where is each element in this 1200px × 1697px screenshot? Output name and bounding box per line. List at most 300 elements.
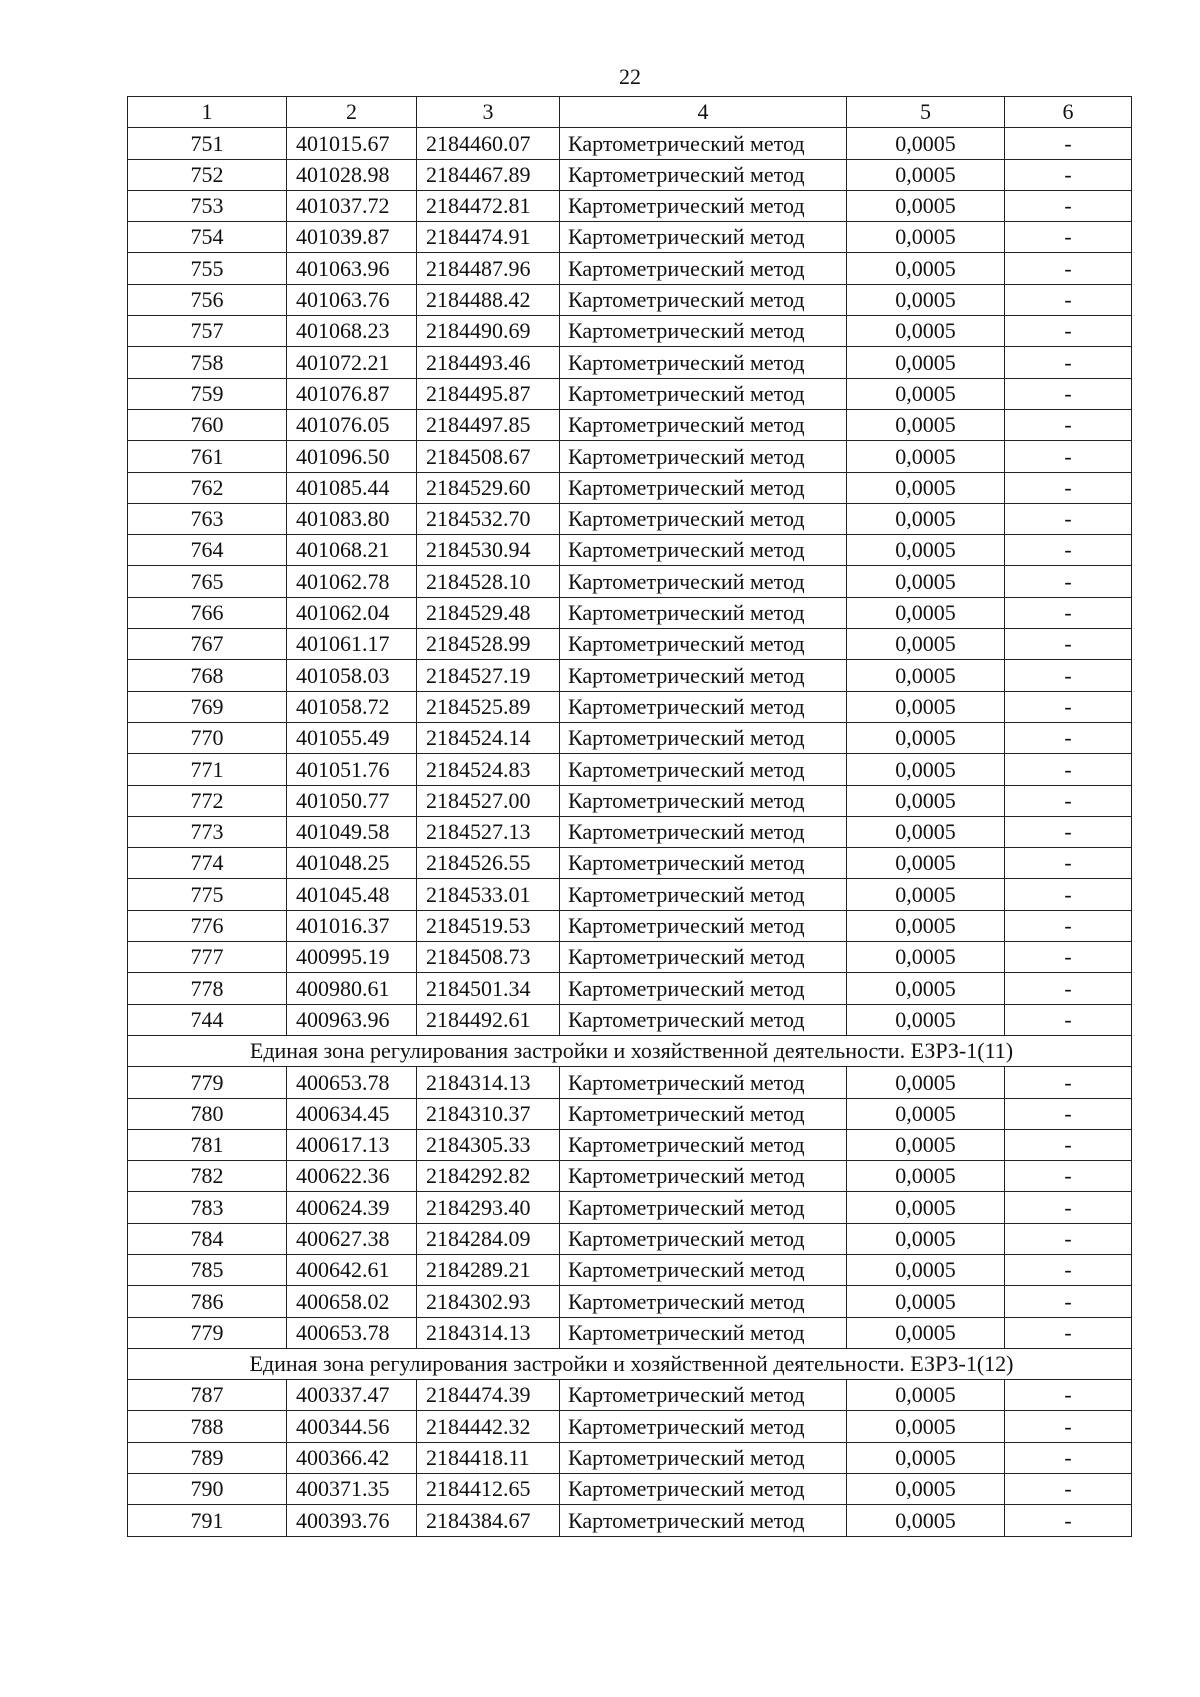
table-row <box>128 597 1132 628</box>
accuracy-cell: 0,0005 <box>847 942 1005 973</box>
x-coordinate-cell: 401063.76 <box>287 284 417 315</box>
x-coordinate-cell: 401039.87 <box>287 222 417 253</box>
method-cell: Картометрический метод <box>560 1317 847 1348</box>
table-row <box>128 128 1132 159</box>
description-cell: - <box>1005 691 1132 722</box>
x-coordinate-cell: 400393.76 <box>287 1505 417 1536</box>
x-coordinate-cell: 401085.44 <box>287 472 417 503</box>
x-coordinate-cell: 400963.96 <box>287 1004 417 1035</box>
description-cell: - <box>1005 1442 1132 1473</box>
description-cell: - <box>1005 1286 1132 1317</box>
y-coordinate-cell: 2184526.55 <box>417 848 560 879</box>
accuracy-cell: 0,0005 <box>847 190 1005 221</box>
description-cell: - <box>1005 1192 1132 1223</box>
method-cell: Картометрический метод <box>560 159 847 190</box>
x-coordinate-cell: 401037.72 <box>287 190 417 221</box>
x-coordinate-cell: 401072.21 <box>287 347 417 378</box>
point-number-cell: 762 <box>128 472 287 503</box>
y-coordinate-cell: 2184501.34 <box>417 973 560 1004</box>
accuracy-cell: 0,0005 <box>847 629 1005 660</box>
y-coordinate-cell: 2184474.39 <box>417 1380 560 1411</box>
y-coordinate-cell: 2184474.91 <box>417 222 560 253</box>
description-cell: - <box>1005 816 1132 847</box>
x-coordinate-cell: 401062.04 <box>287 597 417 628</box>
description-cell: - <box>1005 1505 1132 1536</box>
point-number-cell: 788 <box>128 1411 287 1442</box>
description-cell: - <box>1005 128 1132 159</box>
y-coordinate-cell: 2184530.94 <box>417 535 560 566</box>
method-cell: Картометрический метод <box>560 1442 847 1473</box>
method-cell: Картометрический метод <box>560 472 847 503</box>
method-cell: Картометрический метод <box>560 1505 847 1536</box>
table-row <box>128 1223 1132 1254</box>
point-number-cell: 776 <box>128 910 287 941</box>
description-cell: - <box>1005 1161 1132 1192</box>
point-number-cell: 765 <box>128 566 287 597</box>
description-cell: - <box>1005 409 1132 440</box>
table-row <box>128 472 1132 503</box>
y-coordinate-cell: 2184532.70 <box>417 503 560 534</box>
point-number-cell: 758 <box>128 347 287 378</box>
description-cell: - <box>1005 284 1132 315</box>
table-body <box>128 128 1132 1536</box>
column-header-accuracy: 5 <box>847 97 1005 128</box>
accuracy-cell: 0,0005 <box>847 409 1005 440</box>
description-cell: - <box>1005 629 1132 660</box>
y-coordinate-cell: 2184533.01 <box>417 879 560 910</box>
table-row <box>128 347 1132 378</box>
x-coordinate-cell: 401050.77 <box>287 785 417 816</box>
method-cell: Картометрический метод <box>560 1254 847 1285</box>
page-number: 22 <box>619 64 641 89</box>
method-cell: Картометрический метод <box>560 316 847 347</box>
table-row <box>128 378 1132 409</box>
accuracy-cell: 0,0005 <box>847 1254 1005 1285</box>
table-row <box>128 1098 1132 1129</box>
point-number-cell: 755 <box>128 253 287 284</box>
point-number-cell: 771 <box>128 754 287 785</box>
x-coordinate-cell: 401096.50 <box>287 441 417 472</box>
accuracy-cell: 0,0005 <box>847 973 1005 1004</box>
point-number-cell: 770 <box>128 722 287 753</box>
y-coordinate-cell: 2184527.13 <box>417 816 560 847</box>
accuracy-cell: 0,0005 <box>847 1004 1005 1035</box>
accuracy-cell: 0,0005 <box>847 1442 1005 1473</box>
x-coordinate-cell: 400653.78 <box>287 1317 417 1348</box>
point-number-cell: 780 <box>128 1098 287 1129</box>
accuracy-cell: 0,0005 <box>847 754 1005 785</box>
description-cell: - <box>1005 441 1132 472</box>
table-row <box>128 1474 1132 1505</box>
x-coordinate-cell: 401063.96 <box>287 253 417 284</box>
description-cell: - <box>1005 1317 1132 1348</box>
accuracy-cell: 0,0005 <box>847 1286 1005 1317</box>
accuracy-cell: 0,0005 <box>847 503 1005 534</box>
table-row <box>128 284 1132 315</box>
x-coordinate-cell: 400624.39 <box>287 1192 417 1223</box>
table-row <box>128 942 1132 973</box>
point-number-cell: 756 <box>128 284 287 315</box>
description-cell: - <box>1005 1129 1132 1160</box>
method-cell: Картометрический метод <box>560 848 847 879</box>
y-coordinate-cell: 2184490.69 <box>417 316 560 347</box>
description-cell: - <box>1005 1098 1132 1129</box>
description-cell: - <box>1005 190 1132 221</box>
accuracy-cell: 0,0005 <box>847 566 1005 597</box>
method-cell: Картометрический метод <box>560 1192 847 1223</box>
description-cell: - <box>1005 535 1132 566</box>
method-cell: Картометрический метод <box>560 754 847 785</box>
x-coordinate-cell: 401058.72 <box>287 691 417 722</box>
point-number-cell: 774 <box>128 848 287 879</box>
table-row <box>128 316 1132 347</box>
x-coordinate-cell: 400622.36 <box>287 1161 417 1192</box>
method-cell: Картометрический метод <box>560 284 847 315</box>
accuracy-cell: 0,0005 <box>847 1505 1005 1536</box>
method-cell: Картометрический метод <box>560 1286 847 1317</box>
point-number-cell: 760 <box>128 409 287 440</box>
table-row <box>128 879 1132 910</box>
table-row <box>128 1161 1132 1192</box>
description-cell: - <box>1005 848 1132 879</box>
method-cell: Картометрический метод <box>560 409 847 440</box>
table-row <box>128 441 1132 472</box>
method-cell: Картометрический метод <box>560 660 847 691</box>
point-number-cell: 769 <box>128 691 287 722</box>
x-coordinate-cell: 400653.78 <box>287 1067 417 1098</box>
point-number-cell: 744 <box>128 1004 287 1035</box>
table-header <box>128 97 1132 128</box>
description-cell: - <box>1005 754 1132 785</box>
accuracy-cell: 0,0005 <box>847 284 1005 315</box>
table-row <box>128 535 1132 566</box>
description-cell: - <box>1005 566 1132 597</box>
y-coordinate-cell: 2184418.11 <box>417 1442 560 1473</box>
y-coordinate-cell: 2184524.83 <box>417 754 560 785</box>
table-row <box>128 785 1132 816</box>
x-coordinate-cell: 400617.13 <box>287 1129 417 1160</box>
x-coordinate-cell: 401045.48 <box>287 879 417 910</box>
y-coordinate-cell: 2184524.14 <box>417 722 560 753</box>
table-row <box>128 1317 1132 1348</box>
method-cell: Картометрический метод <box>560 722 847 753</box>
y-coordinate-cell: 2184488.42 <box>417 284 560 315</box>
accuracy-cell: 0,0005 <box>847 535 1005 566</box>
y-coordinate-cell: 2184467.89 <box>417 159 560 190</box>
method-cell: Картометрический метод <box>560 597 847 628</box>
y-coordinate-cell: 2184527.00 <box>417 785 560 816</box>
accuracy-cell: 0,0005 <box>847 1474 1005 1505</box>
description-cell: - <box>1005 942 1132 973</box>
y-coordinate-cell: 2184292.82 <box>417 1161 560 1192</box>
x-coordinate-cell: 400366.42 <box>287 1442 417 1473</box>
y-coordinate-cell: 2184528.10 <box>417 566 560 597</box>
description-cell: - <box>1005 1254 1132 1285</box>
description-cell: - <box>1005 910 1132 941</box>
column-header-method: 4 <box>560 97 847 128</box>
point-number-cell: 757 <box>128 316 287 347</box>
y-coordinate-cell: 2184508.67 <box>417 441 560 472</box>
method-cell: Картометрический метод <box>560 1380 847 1411</box>
accuracy-cell: 0,0005 <box>847 441 1005 472</box>
table-row <box>128 691 1132 722</box>
x-coordinate-cell: 400642.61 <box>287 1254 417 1285</box>
accuracy-cell: 0,0005 <box>847 660 1005 691</box>
y-coordinate-cell: 2184497.85 <box>417 409 560 440</box>
point-number-cell: 787 <box>128 1380 287 1411</box>
y-coordinate-cell: 2184525.89 <box>417 691 560 722</box>
method-cell: Картометрический метод <box>560 879 847 910</box>
column-header-y: 3 <box>417 97 560 128</box>
x-coordinate-cell: 401068.21 <box>287 535 417 566</box>
method-cell: Картометрический метод <box>560 1004 847 1035</box>
method-cell: Картометрический метод <box>560 973 847 1004</box>
y-coordinate-cell: 2184412.65 <box>417 1474 560 1505</box>
point-number-cell: 761 <box>128 441 287 472</box>
point-number-cell: 767 <box>128 629 287 660</box>
section-title: Единая зона регулирования застройки и хозяйственной деятельности. ЕЗРЗ-1(11) <box>128 1035 1132 1066</box>
method-cell: Картометрический метод <box>560 816 847 847</box>
accuracy-cell: 0,0005 <box>847 222 1005 253</box>
x-coordinate-cell: 400658.02 <box>287 1286 417 1317</box>
section-title-row <box>128 1035 1132 1066</box>
method-cell: Картометрический метод <box>560 942 847 973</box>
description-cell: - <box>1005 378 1132 409</box>
description-cell: - <box>1005 1474 1132 1505</box>
point-number-cell: 790 <box>128 1474 287 1505</box>
table-row <box>128 222 1132 253</box>
point-number-cell: 784 <box>128 1223 287 1254</box>
point-number-cell: 768 <box>128 660 287 691</box>
y-coordinate-cell: 2184519.53 <box>417 910 560 941</box>
point-number-cell: 777 <box>128 942 287 973</box>
method-cell: Картометрический метод <box>560 1067 847 1098</box>
x-coordinate-cell: 401055.49 <box>287 722 417 753</box>
point-number-cell: 783 <box>128 1192 287 1223</box>
accuracy-cell: 0,0005 <box>847 1223 1005 1254</box>
column-header-point-number: 1 <box>128 97 287 128</box>
accuracy-cell: 0,0005 <box>847 1067 1005 1098</box>
table-row <box>128 190 1132 221</box>
method-cell: Картометрический метод <box>560 566 847 597</box>
y-coordinate-cell: 2184442.32 <box>417 1411 560 1442</box>
y-coordinate-cell: 2184493.46 <box>417 347 560 378</box>
x-coordinate-cell: 401068.23 <box>287 316 417 347</box>
table-row <box>128 660 1132 691</box>
accuracy-cell: 0,0005 <box>847 1129 1005 1160</box>
method-cell: Картометрический метод <box>560 222 847 253</box>
y-coordinate-cell: 2184529.48 <box>417 597 560 628</box>
accuracy-cell: 0,0005 <box>847 691 1005 722</box>
table-row <box>128 1129 1132 1160</box>
point-number-cell: 782 <box>128 1161 287 1192</box>
table-row <box>128 159 1132 190</box>
table-row <box>128 754 1132 785</box>
point-number-cell: 763 <box>128 503 287 534</box>
accuracy-cell: 0,0005 <box>847 472 1005 503</box>
table-row <box>128 1505 1132 1536</box>
accuracy-cell: 0,0005 <box>847 848 1005 879</box>
y-coordinate-cell: 2184529.60 <box>417 472 560 503</box>
point-number-cell: 754 <box>128 222 287 253</box>
accuracy-cell: 0,0005 <box>847 722 1005 753</box>
accuracy-cell: 0,0005 <box>847 1380 1005 1411</box>
x-coordinate-cell: 400634.45 <box>287 1098 417 1129</box>
method-cell: Картометрический метод <box>560 1161 847 1192</box>
method-cell: Картометрический метод <box>560 378 847 409</box>
accuracy-cell: 0,0005 <box>847 816 1005 847</box>
method-cell: Картометрический метод <box>560 785 847 816</box>
y-coordinate-cell: 2184289.21 <box>417 1254 560 1285</box>
method-cell: Картометрический метод <box>560 535 847 566</box>
table-row <box>128 848 1132 879</box>
description-cell: - <box>1005 1411 1132 1442</box>
table-row <box>128 409 1132 440</box>
point-number-cell: 779 <box>128 1067 287 1098</box>
description-cell: - <box>1005 503 1132 534</box>
x-coordinate-cell: 401076.87 <box>287 378 417 409</box>
table-row <box>128 629 1132 660</box>
method-cell: Картометрический метод <box>560 1129 847 1160</box>
coordinates-table <box>127 96 1132 1537</box>
column-header-description: 6 <box>1005 97 1132 128</box>
x-coordinate-cell: 401062.78 <box>287 566 417 597</box>
table-row <box>128 1004 1132 1035</box>
y-coordinate-cell: 2184310.37 <box>417 1098 560 1129</box>
accuracy-cell: 0,0005 <box>847 316 1005 347</box>
table-row <box>128 1067 1132 1098</box>
x-coordinate-cell: 400337.47 <box>287 1380 417 1411</box>
point-number-cell: 751 <box>128 128 287 159</box>
description-cell: - <box>1005 347 1132 378</box>
method-cell: Картометрический метод <box>560 629 847 660</box>
table-row <box>128 722 1132 753</box>
header-row <box>128 97 1132 128</box>
x-coordinate-cell: 400627.38 <box>287 1223 417 1254</box>
y-coordinate-cell: 2184284.09 <box>417 1223 560 1254</box>
description-cell: - <box>1005 660 1132 691</box>
description-cell: - <box>1005 785 1132 816</box>
point-number-cell: 789 <box>128 1442 287 1473</box>
point-number-cell: 785 <box>128 1254 287 1285</box>
x-coordinate-cell: 400980.61 <box>287 973 417 1004</box>
method-cell: Картометрический метод <box>560 1474 847 1505</box>
y-coordinate-cell: 2184492.61 <box>417 1004 560 1035</box>
y-coordinate-cell: 2184472.81 <box>417 190 560 221</box>
x-coordinate-cell: 401049.58 <box>287 816 417 847</box>
accuracy-cell: 0,0005 <box>847 1192 1005 1223</box>
x-coordinate-cell: 401061.17 <box>287 629 417 660</box>
accuracy-cell: 0,0005 <box>847 1411 1005 1442</box>
table-row <box>128 910 1132 941</box>
method-cell: Картометрический метод <box>560 128 847 159</box>
point-number-cell: 779 <box>128 1317 287 1348</box>
point-number-cell: 759 <box>128 378 287 409</box>
method-cell: Картометрический метод <box>560 503 847 534</box>
y-coordinate-cell: 2184384.67 <box>417 1505 560 1536</box>
table-row <box>128 1254 1132 1285</box>
accuracy-cell: 0,0005 <box>847 1161 1005 1192</box>
x-coordinate-cell: 401051.76 <box>287 754 417 785</box>
x-coordinate-cell: 401028.98 <box>287 159 417 190</box>
table-row <box>128 566 1132 597</box>
point-number-cell: 764 <box>128 535 287 566</box>
table-row <box>128 973 1132 1004</box>
y-coordinate-cell: 2184528.99 <box>417 629 560 660</box>
y-coordinate-cell: 2184314.13 <box>417 1067 560 1098</box>
y-coordinate-cell: 2184293.40 <box>417 1192 560 1223</box>
accuracy-cell: 0,0005 <box>847 910 1005 941</box>
y-coordinate-cell: 2184527.19 <box>417 660 560 691</box>
method-cell: Картометрический метод <box>560 253 847 284</box>
point-number-cell: 778 <box>128 973 287 1004</box>
point-number-cell: 752 <box>128 159 287 190</box>
table-row <box>128 1380 1132 1411</box>
table-row <box>128 816 1132 847</box>
point-number-cell: 753 <box>128 190 287 221</box>
table-row <box>128 1192 1132 1223</box>
description-cell: - <box>1005 472 1132 503</box>
y-coordinate-cell: 2184314.13 <box>417 1317 560 1348</box>
description-cell: - <box>1005 1004 1132 1035</box>
accuracy-cell: 0,0005 <box>847 253 1005 284</box>
description-cell: - <box>1005 1067 1132 1098</box>
table-row <box>128 253 1132 284</box>
accuracy-cell: 0,0005 <box>847 1098 1005 1129</box>
point-number-cell: 791 <box>128 1505 287 1536</box>
method-cell: Картометрический метод <box>560 691 847 722</box>
description-cell: - <box>1005 597 1132 628</box>
x-coordinate-cell: 401083.80 <box>287 503 417 534</box>
description-cell: - <box>1005 253 1132 284</box>
column-header-x: 2 <box>287 97 417 128</box>
y-coordinate-cell: 2184508.73 <box>417 942 560 973</box>
description-cell: - <box>1005 1223 1132 1254</box>
section-title: Единая зона регулирования застройки и хозяйственной деятельности. ЕЗРЗ-1(12) <box>128 1348 1132 1379</box>
description-cell: - <box>1005 722 1132 753</box>
x-coordinate-cell: 400371.35 <box>287 1474 417 1505</box>
description-cell: - <box>1005 159 1132 190</box>
x-coordinate-cell: 401058.03 <box>287 660 417 691</box>
point-number-cell: 773 <box>128 816 287 847</box>
x-coordinate-cell: 401076.05 <box>287 409 417 440</box>
point-number-cell: 786 <box>128 1286 287 1317</box>
accuracy-cell: 0,0005 <box>847 597 1005 628</box>
accuracy-cell: 0,0005 <box>847 785 1005 816</box>
method-cell: Картометрический метод <box>560 190 847 221</box>
description-cell: - <box>1005 1380 1132 1411</box>
x-coordinate-cell: 400995.19 <box>287 942 417 973</box>
method-cell: Картометрический метод <box>560 1098 847 1129</box>
y-coordinate-cell: 2184460.07 <box>417 128 560 159</box>
method-cell: Картометрический метод <box>560 347 847 378</box>
accuracy-cell: 0,0005 <box>847 1317 1005 1348</box>
description-cell: - <box>1005 316 1132 347</box>
table-row <box>128 1286 1132 1317</box>
method-cell: Картометрический метод <box>560 910 847 941</box>
method-cell: Картометрический метод <box>560 441 847 472</box>
x-coordinate-cell: 401015.67 <box>287 128 417 159</box>
accuracy-cell: 0,0005 <box>847 347 1005 378</box>
accuracy-cell: 0,0005 <box>847 879 1005 910</box>
point-number-cell: 766 <box>128 597 287 628</box>
description-cell: - <box>1005 973 1132 1004</box>
y-coordinate-cell: 2184495.87 <box>417 378 560 409</box>
y-coordinate-cell: 2184302.93 <box>417 1286 560 1317</box>
accuracy-cell: 0,0005 <box>847 128 1005 159</box>
accuracy-cell: 0,0005 <box>847 159 1005 190</box>
y-coordinate-cell: 2184305.33 <box>417 1129 560 1160</box>
